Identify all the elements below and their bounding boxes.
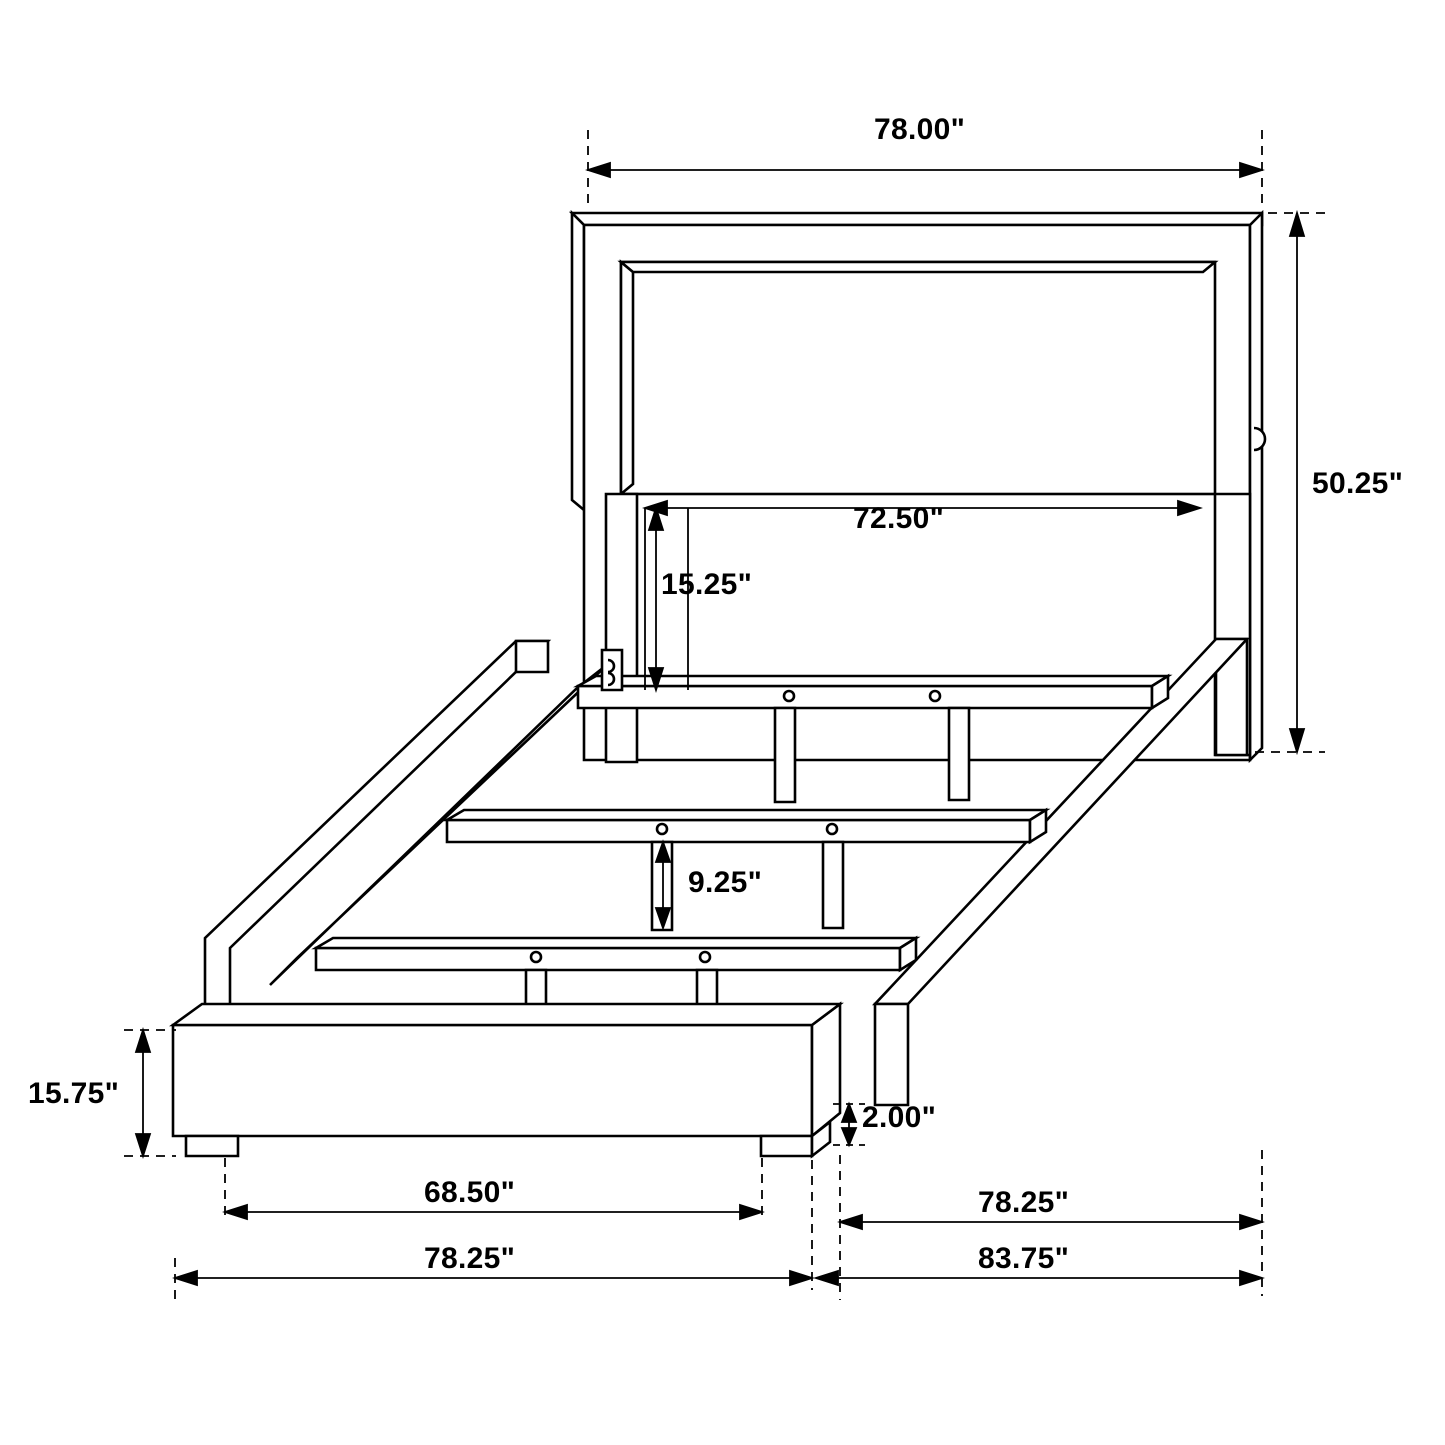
dimension-label-footboard-inner-width: 68.50" (424, 1176, 516, 1209)
dimension-label-headboard-panel-width: 72.50" (853, 502, 945, 535)
headboard-post-left (606, 494, 637, 762)
dimension-label-overall-width-top: 78.00" (874, 113, 966, 146)
dimension-label-footboard-height: 15.75" (28, 1077, 120, 1110)
dimension-label-overall-depth: 83.75" (978, 1242, 1070, 1275)
dimension-label-headboard-clearance: 15.25" (661, 568, 753, 601)
dimension-label-bed-depth-right: 78.25" (978, 1186, 1070, 1219)
dimension-label-rail-thickness: 2.00" (862, 1101, 937, 1134)
dimension-label-slat-clearance: 9.25" (688, 866, 763, 899)
headboard-inner-panel (621, 262, 1215, 494)
footboard (173, 1004, 840, 1156)
dimension-label-headboard-height: 50.25" (1312, 467, 1404, 500)
rail-bracket (602, 650, 622, 690)
dimension-label-footboard-width: 78.25" (424, 1242, 516, 1275)
headboard-knob (1254, 428, 1265, 450)
